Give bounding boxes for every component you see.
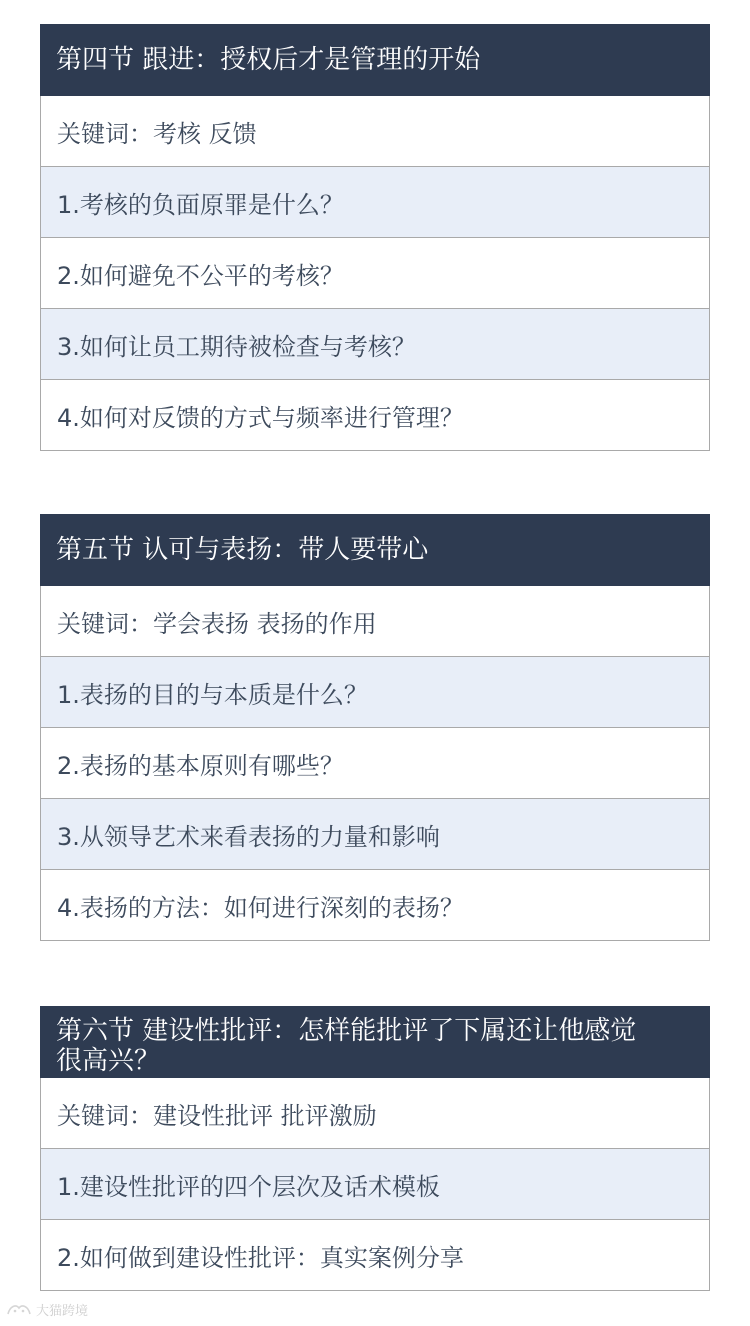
list-item — [40, 309, 710, 380]
list-item-text: 1.表扬的目的与本质是什么？ — [57, 680, 368, 709]
section-5 — [40, 514, 710, 941]
section-title — [56, 1016, 636, 1076]
section-title-line-1: 第六节 建设性批评：怎样能批评了下属还让他感觉 — [56, 1016, 637, 1046]
list-item — [40, 167, 710, 238]
section-header — [40, 514, 710, 586]
list-item-text: 2.表扬的基本原则有哪些？ — [57, 751, 344, 780]
section-header — [40, 24, 710, 96]
section-title: 第五节 认可与表扬：带人要带心 — [56, 535, 429, 565]
cat-logo-icon — [6, 1302, 32, 1318]
list-item-text: 3.从领导艺术来看表扬的力量和影响 — [57, 822, 440, 851]
list-item — [40, 238, 710, 309]
list-item-text: 1.建设性批评的四个层次及话术模板 — [57, 1172, 440, 1201]
keywords-text: 关键词：建设性批评 批评激励 — [57, 1101, 377, 1130]
list-item-text: 1.考核的负面原罪是什么？ — [57, 190, 344, 219]
list-item-text: 3.如何让员工期待被检查与考核？ — [57, 332, 416, 361]
watermark-text: 大猫跨境 — [36, 1304, 89, 1319]
list-item — [40, 657, 710, 728]
keywords-text: 关键词：学会表扬 表扬的作用 — [57, 609, 377, 638]
keywords-row — [40, 1078, 710, 1149]
list-item-text: 4.如何对反馈的方式与频率进行管理？ — [57, 403, 464, 432]
list-item — [40, 1149, 710, 1220]
list-item-text: 2.如何做到建设性批评：真实案例分享 — [57, 1243, 464, 1272]
list-item — [40, 728, 710, 799]
list-item — [40, 1220, 710, 1291]
section-title: 第四节 跟进：授权后才是管理的开始 — [56, 45, 481, 75]
list-item-text: 4.表扬的方法：如何进行深刻的表扬？ — [57, 893, 464, 922]
keywords-row — [40, 96, 710, 167]
section-4 — [40, 24, 710, 451]
keywords-row — [40, 586, 710, 657]
list-item — [40, 799, 710, 870]
section-title-line-2: 很高兴？ — [56, 1046, 161, 1076]
keywords-text: 关键词：考核 反馈 — [57, 119, 257, 148]
list-item — [40, 380, 710, 451]
section-header — [40, 1006, 710, 1078]
section-6 — [40, 1006, 710, 1291]
list-item — [40, 870, 710, 941]
watermark — [6, 1300, 88, 1319]
list-item-text: 2.如何避免不公平的考核？ — [57, 261, 344, 290]
